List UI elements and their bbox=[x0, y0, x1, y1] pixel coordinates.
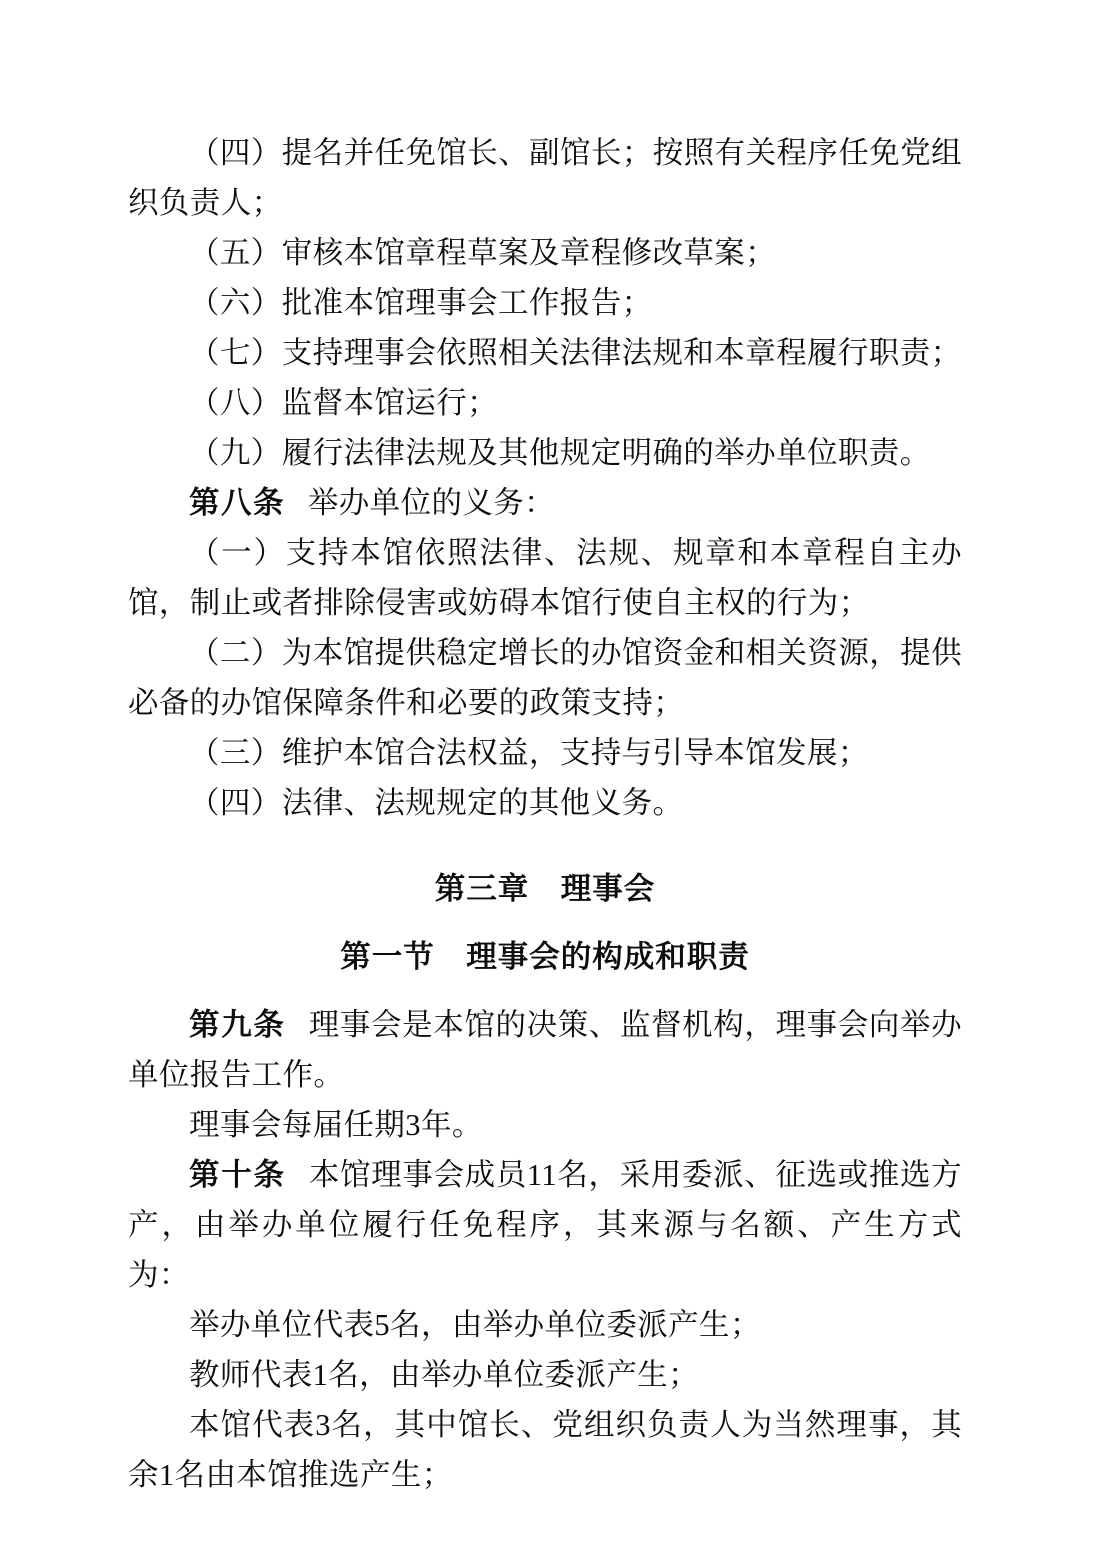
chapter-title: 第三章 理事会 bbox=[434, 872, 656, 906]
list-item: （一）支持本馆依照法律、法规、规章和本章程自主办馆，制止或者排除侵害或妨碍本馆行使自主权的行为； bbox=[128, 536, 962, 620]
list-item: （六）批准本馆理事会工作报告； bbox=[189, 286, 653, 320]
document-body bbox=[128, 128, 962, 1500]
article-number: 第十条 bbox=[189, 1158, 286, 1192]
section-title: 第一节 理事会的构成和职责 bbox=[340, 940, 750, 974]
list-item: （四）法律、法规规定的其他义务。 bbox=[189, 786, 684, 820]
paragraph: 本馆代表3名，其中馆长、党组织负责人为当然理事，其余1名由本馆推选产生； bbox=[128, 1408, 962, 1492]
article-text: 理事会是本馆的决策、监督机构，理事会向举办单位报告工作。 bbox=[128, 1008, 962, 1092]
paragraph: 举办单位代表5名，由举办单位委派产生； bbox=[189, 1308, 761, 1342]
list-item: （九）履行法律法规及其他规定明确的举办单位职责。 bbox=[189, 436, 931, 470]
article-text: 举办单位的义务： bbox=[307, 486, 556, 520]
list-item: （八）监督本馆运行； bbox=[189, 386, 498, 420]
list-item: （三）维护本馆合法权益，支持与引导本馆发展； bbox=[189, 736, 869, 770]
list-item: （二）为本馆提供稳定增长的办馆资金和相关资源，提供必备的办馆保障条件和必要的政策支持； bbox=[128, 636, 962, 720]
article-heading-8 bbox=[128, 478, 962, 528]
list-item: （五）审核本馆章程草案及章程修改草案； bbox=[189, 236, 777, 270]
article-heading-9 bbox=[128, 1000, 962, 1100]
paragraph: 理事会每届任期3年。 bbox=[189, 1108, 483, 1142]
article-text: 本馆理事会成员11名，采用委派、征选或推选方产，由举办单位履行任免程序，其来源与名额、产生方式为： bbox=[128, 1158, 963, 1292]
article-number: 第八条 bbox=[189, 486, 285, 520]
article-number: 第九条 bbox=[189, 1008, 286, 1042]
list-item: （七）支持理事会依照相关法律法规和本章程履行职责； bbox=[189, 336, 962, 370]
article-heading-10 bbox=[128, 1150, 962, 1300]
paragraph: 教师代表1名，由举办单位委派产生； bbox=[189, 1358, 700, 1392]
list-item: （四）提名并任免馆长、副馆长；按照有关程序任免党组织负责人； bbox=[128, 136, 962, 220]
